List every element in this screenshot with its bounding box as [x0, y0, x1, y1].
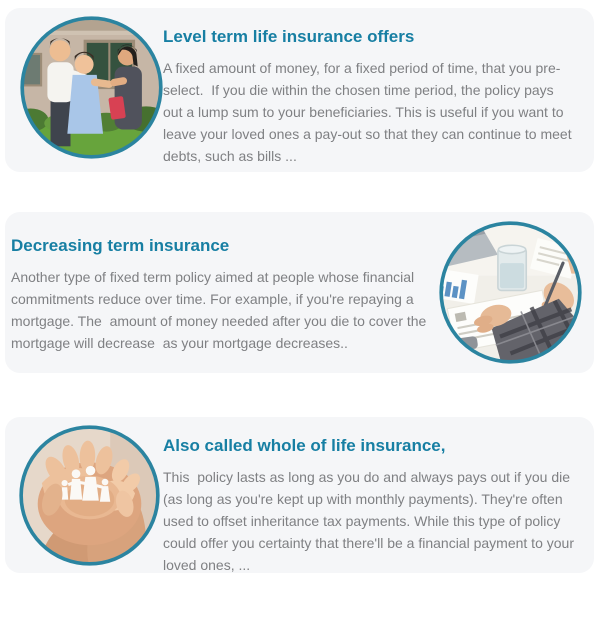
- decreasing-term-body: Another type of fixed term policy aimed at people whose financial commitments reduce over time. For example, if you're repaying a mortgage. The amount of money needed after you die to cover the mortgage will decrease as your mortgage decreases..: [11, 269, 431, 351]
- whole-of-life-title: Also called whole of life insurance,: [163, 436, 446, 455]
- whole-of-life-body: This policy lasts as long as you do and always pays out if you die (as long as you're kept up with monthly payments). They're often used to offset inheritance tax payments. While this type of policy could offer you certainty that there'll be a financial payment to your loved ones, ...: [163, 469, 578, 573]
- decreasing-term-text: [11, 236, 435, 354]
- hands-paper-family-photo: [17, 423, 162, 568]
- level-term-text: [163, 27, 575, 167]
- card-decreasing-term: [5, 212, 594, 373]
- card-level-term: [5, 8, 594, 172]
- document-signing-illustration: [437, 219, 584, 366]
- card-whole-of-life: [5, 417, 594, 573]
- decreasing-term-title: Decreasing term insurance: [11, 236, 230, 255]
- level-term-title: Level term life insurance offers: [163, 27, 415, 46]
- family-handshake-photo: [18, 14, 165, 161]
- insurance-types-page: [0, 8, 600, 626]
- level-term-body: A fixed amount of money, for a fixed period of time, that you pre-select. If you die within the chosen time period, the policy pays out a lump sum to your beneficiaries. This is useful if you want to leave your loved ones a pay-out so that they can continue to meet debts, such as bills ...: [163, 60, 576, 164]
- document-signing-photo: [437, 219, 584, 366]
- hands-paper-family-illustration: [17, 423, 162, 568]
- whole-of-life-text: [163, 436, 577, 576]
- family-handshake-illustration: [18, 14, 165, 161]
